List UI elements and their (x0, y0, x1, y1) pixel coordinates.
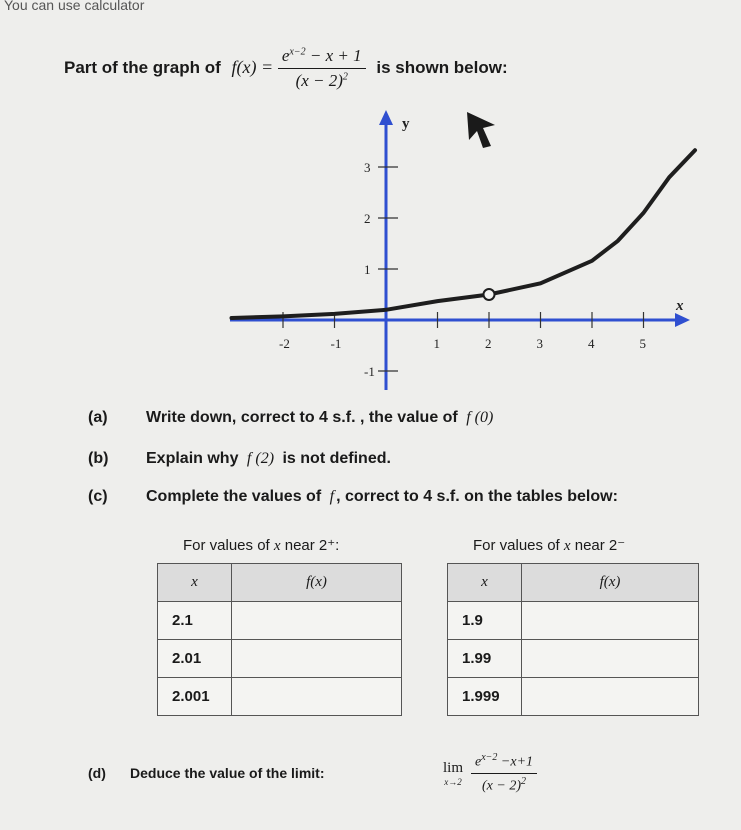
fx-answer-cell[interactable] (522, 640, 699, 678)
table-row (158, 602, 402, 640)
question-d (88, 765, 324, 781)
x-tick-label: 1 (433, 336, 440, 351)
intro-suffix: is shown below: (376, 57, 508, 77)
x-value-cell: 1.9 (448, 602, 522, 640)
fraction-numerator-exp: x−2 (289, 46, 306, 58)
table-plus-caption (157, 536, 402, 563)
fraction-numerator-base: e (281, 46, 290, 65)
limit-numerator-rest: −x+1 (497, 754, 534, 770)
y-tick-label: 3 (364, 160, 371, 175)
limit-numerator-base: e (475, 754, 482, 770)
fraction-denominator-exp: 2 (342, 71, 348, 83)
top-note: You can use calculator (4, 0, 145, 13)
table-minus-caption-post: near 2⁻ (574, 537, 626, 554)
x-tick-label: -1 (330, 336, 342, 351)
table-row (158, 640, 402, 678)
table-row (448, 640, 699, 678)
question-a-label: (a) (88, 409, 108, 426)
fx-answer-cell[interactable] (232, 678, 402, 716)
question-d-label: (d) (88, 765, 106, 781)
y-tick-label: 1 (364, 262, 371, 277)
question-c (88, 488, 618, 506)
table-row (448, 602, 699, 640)
table-plus-caption-post: near 2⁺: (284, 537, 340, 554)
limit-expression (443, 752, 537, 794)
function-graph (225, 100, 705, 400)
function-name: f(x) = (231, 56, 274, 77)
cursor-arrow-icon (467, 112, 495, 148)
x-value-cell: 2.1 (158, 602, 232, 640)
y-tick-label: -1 (364, 364, 375, 379)
x-value-cell: 2.001 (158, 678, 232, 716)
column-header-fx: f(x) (522, 564, 699, 602)
x-value-cell: 2.01 (158, 640, 232, 678)
open-point-marker (484, 289, 495, 300)
intro-prefix: Part of the graph of (64, 57, 221, 77)
y-tick-label: 2 (364, 211, 371, 226)
question-b-label: (b) (88, 450, 109, 467)
column-header-x: x (158, 564, 232, 602)
intro-statement (64, 46, 508, 91)
table-plus-caption-var: x (273, 538, 281, 554)
fraction-denominator: (x − 2) (295, 71, 343, 90)
fx-answer-cell[interactable] (522, 678, 699, 716)
question-b-expr: f (2) (246, 450, 275, 467)
table-near-2-plus (157, 536, 402, 716)
column-header-fx: f(x) (232, 564, 402, 602)
limit-lim: lim (443, 759, 464, 776)
question-b (88, 450, 391, 468)
question-b-text-2: is not defined. (282, 450, 391, 467)
graph-ticks (279, 160, 646, 379)
limit-denominator: (x − 2) (482, 778, 522, 794)
column-header-x: x (448, 564, 522, 602)
fx-answer-cell[interactable] (522, 602, 699, 640)
limit-subscript: x→2 (444, 776, 462, 787)
x-tick-label: 3 (536, 336, 543, 351)
x-tick-label: 4 (588, 336, 595, 351)
fx-answer-cell[interactable] (232, 640, 402, 678)
function-curve (232, 150, 696, 318)
x-axis-arrow (675, 313, 690, 327)
question-c-expr: f (329, 488, 335, 505)
x-tick-label: 5 (639, 336, 646, 351)
x-tick-label: 2 (485, 336, 492, 351)
limit-fraction (471, 752, 537, 794)
graph-axes (230, 110, 690, 390)
table-header-row (448, 564, 699, 602)
limit-numerator-exp: x−2 (481, 752, 498, 763)
table-row (158, 678, 402, 716)
table-minus-caption-pre: For values of (473, 537, 560, 554)
table-minus-caption-var: x (563, 538, 571, 554)
x-value-cell: 1.999 (448, 678, 522, 716)
function-fraction (278, 46, 366, 91)
y-axis-label: y (402, 116, 410, 132)
table-plus-caption-pre: For values of (183, 537, 270, 554)
x-tick-label: -2 (279, 336, 290, 351)
x-value-cell: 1.99 (448, 640, 522, 678)
question-c-label: (c) (88, 488, 108, 505)
question-b-text-1: Explain why (146, 450, 239, 467)
question-a (88, 409, 493, 427)
fx-answer-cell[interactable] (232, 602, 402, 640)
x-axis-label: x (676, 298, 684, 314)
question-a-text: Write down, correct to 4 s.f. , the value of (146, 409, 458, 426)
question-c-text-2: , correct to 4 s.f. on the tables below: (336, 488, 618, 505)
table-near-2-minus (447, 536, 699, 716)
question-d-text: Deduce the value of the limit: (130, 765, 325, 781)
limit-denominator-exp: 2 (521, 775, 527, 787)
fraction-numerator-rest: − x + 1 (305, 46, 362, 65)
y-axis-arrow (379, 110, 393, 125)
question-a-expr: f (0) (466, 409, 494, 426)
question-c-text-1: Complete the values of (146, 488, 322, 505)
table-header-row (158, 564, 402, 602)
table-row (448, 678, 699, 716)
table-minus-caption (447, 536, 699, 563)
